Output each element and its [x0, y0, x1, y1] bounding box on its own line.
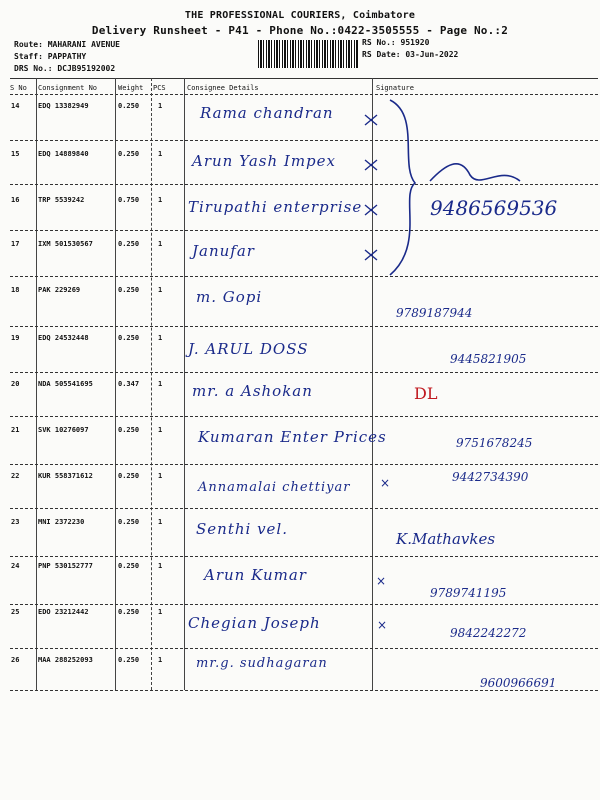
row-signature: 9600966691: [480, 676, 557, 690]
row-pcs: 1: [158, 562, 163, 570]
row-consignment-no: PNP 530152777: [38, 562, 93, 570]
row-divider: [10, 648, 598, 649]
row-sno: 21: [11, 426, 20, 434]
row-sno: 24: [11, 562, 20, 570]
row-consignee: Rama chandran: [200, 104, 334, 122]
row-sno: 15: [11, 150, 20, 158]
row-sno: 26: [11, 656, 20, 664]
col-divider: [151, 78, 152, 690]
row-pcs: 1: [158, 518, 163, 526]
cross-mark: ×: [376, 574, 387, 588]
row-signature: 9442734390: [452, 470, 529, 484]
col-header-sno: S No: [10, 84, 27, 92]
row-divider: [10, 416, 598, 417]
row-signature: 9789741195: [430, 586, 507, 600]
col-header-signature: Signature: [376, 84, 414, 92]
drs-label: DRS No.: DCJB95192002: [14, 64, 116, 73]
row-weight: 0.250: [118, 334, 140, 342]
row-consignment-no: IXM 501530567: [38, 240, 93, 248]
row-divider: [10, 556, 598, 557]
row-sno: 19: [11, 334, 20, 342]
row-pcs: 1: [158, 286, 163, 294]
row-pcs: 1: [158, 102, 163, 110]
table-top-rule: [10, 78, 598, 79]
row-consignment-no: KUR 558371612: [38, 472, 93, 480]
row-divider: [10, 372, 598, 373]
col-header-weight: Weight: [118, 84, 144, 92]
row-weight: 0.750: [118, 196, 140, 204]
row-consignee: Senthi vel.: [196, 520, 288, 538]
row-consignee: Janufar: [192, 242, 255, 260]
rs-date-label: RS Date: 03-Jun-2022: [362, 50, 459, 59]
row-pcs: 1: [158, 608, 163, 616]
row-weight: 0.250: [118, 102, 140, 110]
row-weight: 0.250: [118, 656, 140, 664]
row-consignment-no: EDO 23212442: [38, 608, 89, 616]
rs-no-label: RS No.: 951920: [362, 38, 430, 47]
row-consignment-no: EDQ 24532448: [38, 334, 89, 342]
row-consignment-no: PAK 229269: [38, 286, 81, 294]
row-sno: 14: [11, 102, 20, 110]
row-consignee: Arun Kumar: [204, 566, 307, 584]
row-pcs: 1: [158, 380, 163, 388]
signature-brace-strokes: [360, 95, 560, 285]
row-weight: 0.250: [118, 240, 140, 248]
row-consignee: mr.g. sudhagaran: [196, 656, 328, 671]
row-pcs: 1: [158, 334, 163, 342]
row-consignment-no: TRP 5539242: [38, 196, 85, 204]
row-signature: 9789187944: [396, 306, 473, 320]
route-label: Route: MAHARANI AVENUE: [14, 40, 120, 49]
cross-mark: ×: [380, 476, 391, 490]
row-consignment-no: MNI 2372230: [38, 518, 85, 526]
row-consignment-no: MAA 288252093: [38, 656, 93, 664]
row-pcs: 1: [158, 150, 163, 158]
row-consignee: m. Gopi: [196, 288, 263, 306]
row-sno: 20: [11, 380, 20, 388]
row-weight: 0.250: [118, 518, 140, 526]
staff-label: Staff: PAPPATHY: [14, 52, 87, 61]
row-signature: DL: [414, 384, 438, 403]
col-divider: [36, 78, 37, 690]
row-signature: 9751678245: [456, 436, 533, 450]
header-subtitle: Delivery Runsheet - P41 - Phone No.:0422-3505555 - Page No.:2: [91, 24, 509, 37]
row-consignment-no: SVK 10276097: [38, 426, 89, 434]
row-consignee: Chegian Joseph: [188, 614, 321, 632]
row-sno: 16: [11, 196, 20, 204]
row-weight: 0.250: [118, 562, 140, 570]
row-sno: 23: [11, 518, 20, 526]
row-signature: 9445821905: [450, 352, 527, 366]
row-divider: [10, 508, 598, 509]
row-consignee: Kumaran Enter Prices: [198, 428, 387, 446]
row-pcs: 1: [158, 196, 163, 204]
row-sno: 17: [11, 240, 20, 248]
row-divider: [10, 604, 598, 605]
row-weight: 0.250: [118, 426, 140, 434]
row-pcs: 1: [158, 656, 163, 664]
row-consignee: Arun Yash Impex: [192, 152, 336, 170]
row-sno: 22: [11, 472, 20, 480]
row-weight: 0.250: [118, 608, 140, 616]
barcode: [258, 40, 358, 68]
row-sno: 25: [11, 608, 20, 616]
row-pcs: 1: [158, 426, 163, 434]
row-weight: 0.250: [118, 150, 140, 158]
col-header-consignee: Consignee Details: [187, 84, 259, 92]
row-consignee: J. ARUL DOSS: [188, 340, 309, 358]
cross-mark: ×: [377, 618, 388, 632]
row-signature: 9842242272: [450, 626, 527, 640]
row-consignee: mr. a Ashokan: [192, 382, 313, 400]
row-consignee: Annamalai chettiyar: [198, 480, 351, 495]
header-title: THE PROFESSIONAL COURIERS, Coimbatore: [184, 10, 416, 21]
row-consignment-no: EDQ 14889840: [38, 150, 89, 158]
row-consignment-no: NDA 505541695: [38, 380, 93, 388]
row-pcs: 1: [158, 472, 163, 480]
row-pcs: 1: [158, 240, 163, 248]
row-weight: 0.250: [118, 286, 140, 294]
col-divider: [184, 78, 185, 690]
row-signature: 9486569536: [430, 196, 558, 220]
row-divider: [10, 690, 598, 691]
row-divider: [10, 464, 598, 465]
col-divider: [115, 78, 116, 690]
col-header-pcs: PCS: [153, 84, 166, 92]
row-signature: K.Mathavkes: [396, 530, 496, 548]
row-divider: [10, 326, 598, 327]
row-consignment-no: EDQ 13382949: [38, 102, 89, 110]
row-weight: 0.250: [118, 472, 140, 480]
row-consignee: Tirupathi enterprise: [188, 198, 363, 216]
col-header-consignment: Consignment No: [38, 84, 98, 92]
row-sno: 18: [11, 286, 20, 294]
row-weight: 0.347: [118, 380, 140, 388]
